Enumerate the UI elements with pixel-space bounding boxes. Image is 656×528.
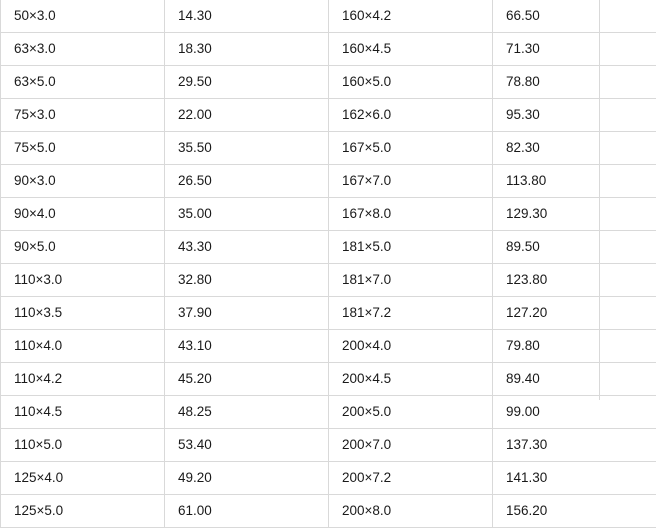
cell-weight: 35.00 — [165, 198, 329, 231]
table-row — [1, 396, 656, 429]
cell-weight-2: 78.80 — [493, 66, 656, 99]
cell-weight-2: 141.30 — [493, 462, 656, 495]
table-row — [1, 132, 656, 165]
cell-weight-2: 127.20 — [493, 297, 656, 330]
table-row — [1, 495, 656, 528]
cell-size-2: 160×5.0 — [329, 66, 493, 99]
table-body — [1, 0, 656, 528]
cell-size: 90×4.0 — [1, 198, 165, 231]
cell-size-2: 167×7.0 — [329, 165, 493, 198]
table-row — [1, 330, 656, 363]
table-row — [1, 33, 656, 66]
cell-weight: 26.50 — [165, 165, 329, 198]
table-row — [1, 198, 656, 231]
cell-size-2: 167×8.0 — [329, 198, 493, 231]
cell-size: 125×5.0 — [1, 495, 165, 528]
cell-weight: 29.50 — [165, 66, 329, 99]
table-row — [1, 0, 656, 33]
cell-weight: 14.30 — [165, 0, 329, 33]
table-row — [1, 429, 656, 462]
cell-weight: 43.30 — [165, 231, 329, 264]
table-row — [1, 99, 656, 132]
table-row — [1, 231, 656, 264]
cell-weight-2: 113.80 — [493, 165, 656, 198]
cell-weight: 18.30 — [165, 33, 329, 66]
cell-weight-2: 89.40 — [493, 363, 656, 396]
cell-weight-2: 156.20 — [493, 495, 656, 528]
cell-weight-2: 82.30 — [493, 132, 656, 165]
cell-size: 110×3.0 — [1, 264, 165, 297]
cell-size: 110×4.5 — [1, 396, 165, 429]
cell-size: 50×3.0 — [1, 0, 165, 33]
cell-size-2: 200×4.0 — [329, 330, 493, 363]
cell-size-2: 200×7.0 — [329, 429, 493, 462]
cell-weight: 32.80 — [165, 264, 329, 297]
cell-size-2: 181×7.2 — [329, 297, 493, 330]
table-row — [1, 264, 656, 297]
cell-size: 75×3.0 — [1, 99, 165, 132]
cell-size-2: 162×6.0 — [329, 99, 493, 132]
cell-size: 125×4.0 — [1, 462, 165, 495]
cell-weight-2: 123.80 — [493, 264, 656, 297]
cell-weight: 48.25 — [165, 396, 329, 429]
cell-weight: 53.40 — [165, 429, 329, 462]
cell-size: 63×3.0 — [1, 33, 165, 66]
cell-weight: 37.90 — [165, 297, 329, 330]
cell-weight-2: 79.80 — [493, 330, 656, 363]
cell-size: 110×4.0 — [1, 330, 165, 363]
cell-size-2: 160×4.5 — [329, 33, 493, 66]
cell-weight-2: 99.00 — [493, 396, 656, 429]
cell-size: 110×4.2 — [1, 363, 165, 396]
cell-weight: 49.20 — [165, 462, 329, 495]
cell-weight-2: 129.30 — [493, 198, 656, 231]
cell-size-2: 160×4.2 — [329, 0, 493, 33]
cell-size: 75×5.0 — [1, 132, 165, 165]
cell-weight-2: 66.50 — [493, 0, 656, 33]
cell-size-2: 181×5.0 — [329, 231, 493, 264]
cell-size: 110×5.0 — [1, 429, 165, 462]
cell-weight-2: 89.50 — [493, 231, 656, 264]
table-row — [1, 363, 656, 396]
cell-size: 90×3.0 — [1, 165, 165, 198]
cell-size-2: 167×5.0 — [329, 132, 493, 165]
cell-size-2: 200×5.0 — [329, 396, 493, 429]
cell-size: 110×3.5 — [1, 297, 165, 330]
cell-weight: 43.10 — [165, 330, 329, 363]
cell-size-2: 200×4.5 — [329, 363, 493, 396]
table-right-edge — [599, 0, 600, 400]
cell-size-2: 200×8.0 — [329, 495, 493, 528]
cell-weight: 35.50 — [165, 132, 329, 165]
cell-size: 63×5.0 — [1, 66, 165, 99]
cell-size: 90×5.0 — [1, 231, 165, 264]
cell-size-2: 200×7.2 — [329, 462, 493, 495]
cell-weight-2: 137.30 — [493, 429, 656, 462]
table-row — [1, 165, 656, 198]
cell-weight: 22.00 — [165, 99, 329, 132]
table-row — [1, 462, 656, 495]
cell-weight-2: 71.30 — [493, 33, 656, 66]
cell-weight: 61.00 — [165, 495, 329, 528]
table-row — [1, 66, 656, 99]
cell-weight: 45.20 — [165, 363, 329, 396]
cell-weight-2: 95.30 — [493, 99, 656, 132]
cell-size-2: 181×7.0 — [329, 264, 493, 297]
table-row — [1, 297, 656, 330]
